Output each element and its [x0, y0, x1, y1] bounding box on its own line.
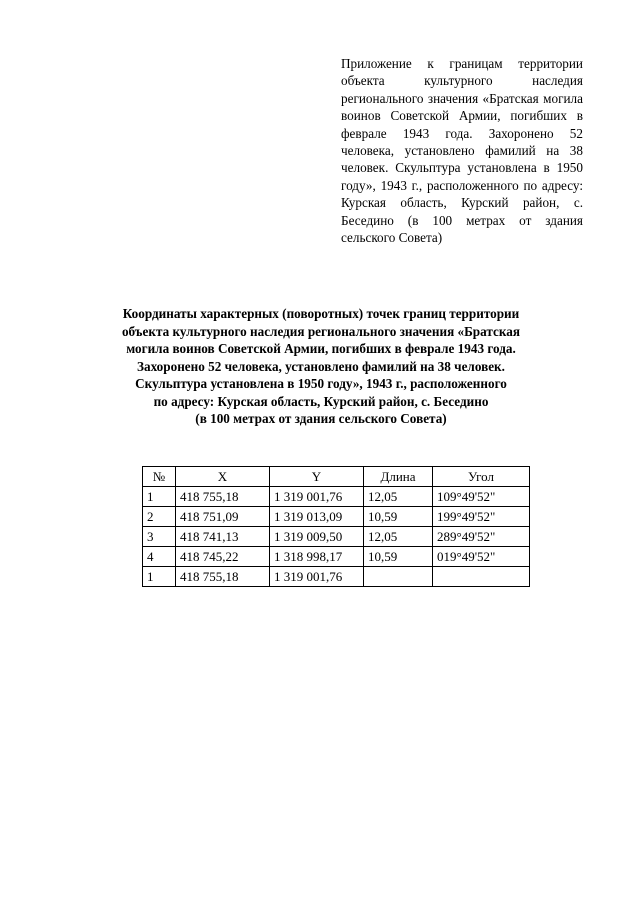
table-row [143, 567, 530, 587]
appendix-note [341, 55, 583, 246]
title-line: Захоронено 52 человека, установлено фамилий на 38 человек. [137, 358, 505, 374]
cell-length: 12,05 [364, 487, 433, 507]
cell-number: 1 [143, 487, 176, 507]
cell-length: 10,59 [364, 547, 433, 567]
cell-angle: 019°49'52" [433, 547, 530, 567]
cell-angle [433, 567, 530, 587]
cell-y: 1 319 001,76 [270, 567, 364, 587]
cell-y: 1 319 009,50 [270, 527, 364, 547]
cell-angle: 109°49'52" [433, 487, 530, 507]
table-row [143, 527, 530, 547]
cell-number: 4 [143, 547, 176, 567]
cell-x: 418 745,22 [176, 547, 270, 567]
title-line: по адресу: Курская область, Курский район, с. Беседино [153, 393, 489, 409]
cell-number: 3 [143, 527, 176, 547]
cell-y: 1 318 998,17 [270, 547, 364, 567]
coordinates-table [142, 466, 530, 587]
cell-length [364, 567, 433, 587]
title-line: объекта культурного наследия регионального значения «Братская [121, 323, 521, 339]
header-length: Длина [364, 467, 433, 487]
cell-x: 418 755,18 [176, 567, 270, 587]
header-y: Y [270, 467, 364, 487]
cell-y: 1 319 013,09 [270, 507, 364, 527]
cell-length: 10,59 [364, 507, 433, 527]
cell-angle: 289°49'52" [433, 527, 530, 547]
title-line: (в 100 метрах от здания сельского Совета) [195, 411, 447, 426]
table-row [143, 547, 530, 567]
cell-y: 1 319 001,76 [270, 487, 364, 507]
cell-x: 418 741,13 [176, 527, 270, 547]
title-line: Координаты характерных (поворотных) точек границ территории [122, 306, 520, 321]
document-title [90, 305, 552, 428]
table-row [143, 487, 530, 507]
table-header-row [143, 467, 530, 487]
title-line: Скульптура установлена в 1950 году», 1943 г., расположенного [135, 376, 507, 391]
cell-length: 12,05 [364, 527, 433, 547]
cell-number: 2 [143, 507, 176, 527]
header-x: X [176, 467, 270, 487]
header-angle: Угол [433, 467, 530, 487]
cell-x: 418 755,18 [176, 487, 270, 507]
title-line: могила воинов Советской Армии, погибших в феврале 1943 года. [126, 341, 516, 356]
cell-angle: 199°49'52" [433, 507, 530, 527]
cell-number: 1 [143, 567, 176, 587]
appendix-text: Приложение к границам территории объекта культурного наследия регионального значения «Братская могила воинов Советской Армии, погибших в феврале 1943 года. Захоронено 52 человека, установлено фамилий на 38 человек. Скульптура установлена в 1950 году», 1943 г., расположенного по адресу: Курская область, Курский район, с. Беседино (в 100 метрах от здания сельского Совета) [341, 56, 583, 246]
cell-x: 418 751,09 [176, 507, 270, 527]
header-number: № [143, 467, 176, 487]
table-row [143, 507, 530, 527]
